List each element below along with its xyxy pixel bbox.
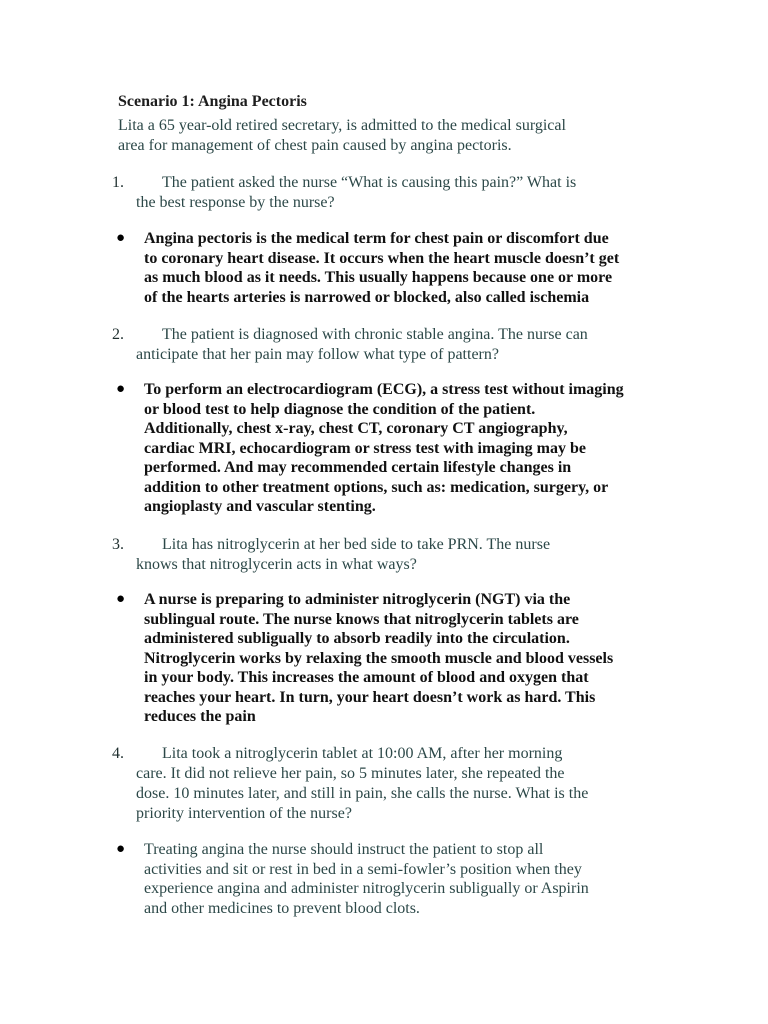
- question-number: 3.: [112, 536, 124, 553]
- answer-line: in your body. This increases the amount of blood and oxygen that: [144, 669, 589, 686]
- answer-line: cardiac MRI, echocardiogram or stress test with imaging may be: [144, 439, 586, 457]
- question-line: The patient asked the nurse “What is causing this pain?” What is: [162, 174, 577, 191]
- answer-line: performed. And may recommended certain lifestyle changes in: [144, 459, 572, 476]
- answer-line: Additionally, chest x-ray, chest CT, coronary CT angiography,: [144, 420, 568, 437]
- answer-line: to coronary heart disease. It occurs when the heart muscle doesn’t get: [144, 249, 620, 267]
- answer-4: [116, 840, 656, 918]
- question-line: the best response by the nurse?: [136, 194, 335, 211]
- answer-line: experience angina and administer nitroglycerin subligually or Aspirin: [144, 880, 589, 897]
- answer-3: [116, 590, 656, 727]
- question-line: care. It did not relieve her pain, so 5 minutes later, she repeated the: [136, 765, 565, 782]
- answer-line: angioplasty and vascular stenting.: [144, 498, 376, 515]
- bullet-icon: ●: [116, 591, 126, 607]
- question-line: Lita took a nitroglycerin tablet at 10:00 AM, after her morning: [162, 745, 563, 762]
- answer-2: [116, 380, 656, 517]
- answer-line: administered subligually to absorb readily into the circulation.: [144, 630, 570, 647]
- question-line: The patient is diagnosed with chronic stable angina. The nurse can: [162, 326, 588, 343]
- answer-line: Nitroglycerin works by relaxing the smooth muscle and blood vessels: [144, 649, 614, 667]
- answer-line: activities and sit or rest in bed in a semi-fowler’s position when they: [144, 860, 582, 878]
- document-title: Scenario 1: Angina Pectoris: [118, 93, 307, 110]
- answer-line: and other medicines to prevent blood clots.: [144, 899, 420, 917]
- bullet-icon: ●: [116, 230, 126, 246]
- answer-line: A nurse is preparing to administer nitroglycerin (NGT) via the: [144, 591, 571, 608]
- question-line: Lita has nitroglycerin at her bed side to take PRN. The nurse: [162, 536, 551, 553]
- answer-1: [116, 229, 656, 307]
- question-4: [112, 744, 652, 824]
- answer-line: sublingual route. The nurse knows that nitroglycerin tablets are: [144, 610, 579, 628]
- question-line: anticipate that her pain may follow what type of pattern?: [136, 346, 499, 363]
- intro-line: Lita a 65 year-old retired secretary, is admitted to the medical surgical: [118, 117, 566, 134]
- question-2: [112, 325, 652, 365]
- answer-line: reaches your heart. In turn, your heart doesn’t work as hard. This: [144, 688, 596, 706]
- question-number: 1.: [112, 174, 124, 191]
- question-number: 2.: [112, 326, 124, 343]
- answer-line: as much blood as it needs. This usually happens because one or more: [144, 269, 613, 286]
- question-line: dose. 10 minutes later, and still in pain, she calls the nurse. What is the: [136, 785, 589, 802]
- answer-line: To perform an electrocardiogram (ECG), a stress test without imaging: [144, 381, 624, 398]
- question-3: [112, 535, 652, 575]
- intro-line: area for management of chest pain caused by angina pectoris.: [118, 137, 512, 154]
- answer-line: of the hearts arteries is narrowed or blocked, also called ischemia: [144, 288, 590, 306]
- answer-line: addition to other treatment options, such as: medication, surgery, or: [144, 478, 609, 496]
- answer-line: Treating angina the nurse should instruct the patient to stop all: [144, 841, 544, 858]
- question-line: knows that nitroglycerin acts in what ways?: [136, 556, 417, 573]
- question-line: priority intervention of the nurse?: [136, 805, 352, 822]
- question-1: [112, 173, 652, 213]
- bullet-icon: ●: [116, 841, 126, 857]
- intro-paragraph: [118, 116, 638, 156]
- answer-line: reduces the pain: [144, 708, 256, 725]
- bullet-icon: ●: [116, 381, 126, 397]
- answer-line: Angina pectoris is the medical term for chest pain or discomfort due: [144, 230, 609, 247]
- answer-line: or blood test to help diagnose the condition of the patient.: [144, 400, 536, 418]
- question-number: 4.: [112, 745, 124, 762]
